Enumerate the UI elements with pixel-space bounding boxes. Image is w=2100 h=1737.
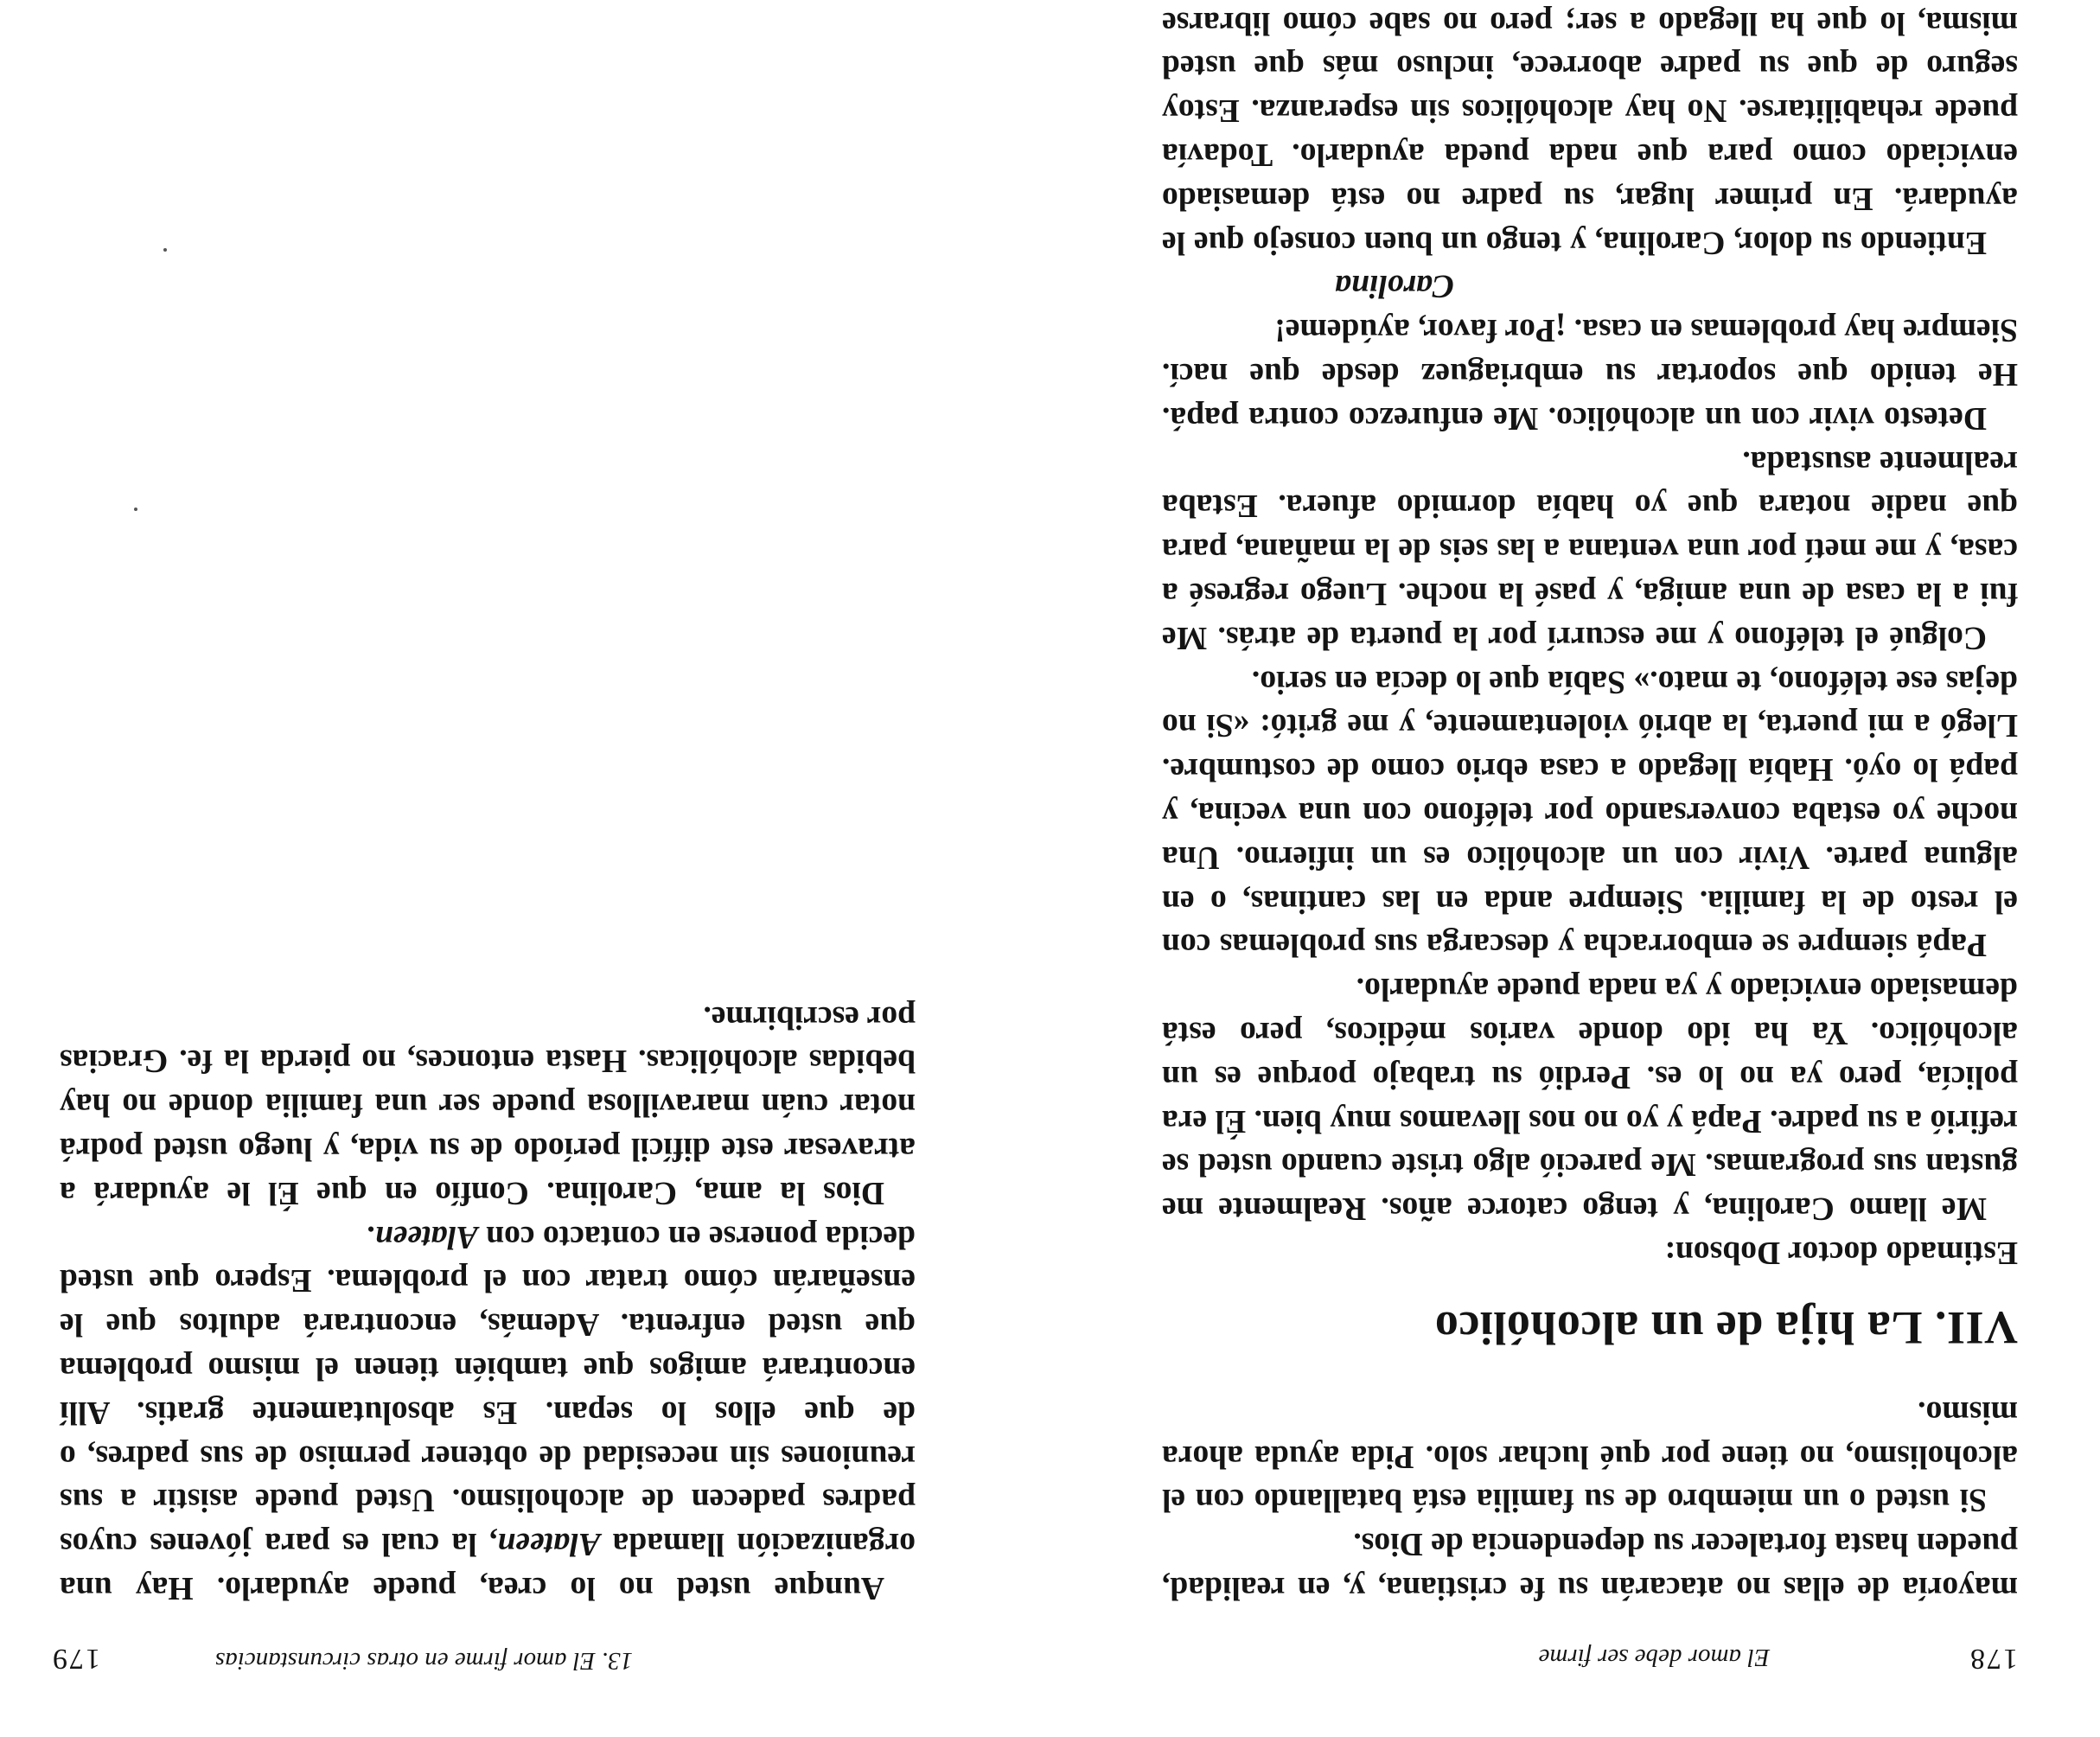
running-head-title: 13. El amor firme en otras circunstancias xyxy=(215,1647,634,1675)
page-body-right xyxy=(60,994,916,1609)
paragraph: mayoría de ellas no atacarán su fe cristiana, y, en realidad, pueden hasta fortalecer su dependencia de Dios. xyxy=(1162,1526,2018,1606)
organization-name: Alateen xyxy=(497,1526,601,1562)
page-number: 178 xyxy=(1969,1643,2018,1675)
scan-speck xyxy=(134,508,137,511)
paragraph: Colgué el teléfono y me escurrí por la puerta de atrás. Me fui a la casa de una amiga, y pasé la noche. Luego regresé a casa, y me metí por una ventana a las seis de la mañana, para que nadie notara que yo había dormido afuera. Estaba realmente asustada. xyxy=(1162,444,2018,655)
running-head-title: El amor debe ser firme xyxy=(1538,1644,1770,1671)
paragraph-text: Aunque usted no lo crea, puede ayudarlo. Hay una organización llamada xyxy=(60,1526,916,1606)
organization-name: Alateen xyxy=(374,1218,478,1255)
letter-signature: Carolina xyxy=(1335,268,1454,304)
page-178 xyxy=(1050,0,2100,1737)
paragraph: Si usted o un miembro de su familia está batallando con el alcoholismo, no tiene por qué luchar solo. Pida ayuda ahora mismo. xyxy=(1162,1394,2018,1518)
paragraph-text: , la cual es para jóvenes cuyos padres padecen de alcoholismo. Usted puede asistir a sus reuniones sin necesidad de obtener permiso de sus padres, o de que ellos lo sepan. Es absolutamente gratis. Allí encontrará amigos que también tienen el mismo problema que usted enfrenta. Además, encontrará adultos que le enseñarán cómo tratar con el problema. Espero que usted decida ponerse en contacto con xyxy=(60,1218,916,1562)
page-body-left xyxy=(1162,0,2018,1609)
paragraph: Papá siempre se emborracha y descarga sus problemas con el resto de la familia. Siempre anda en las cantinas, o en alguna parte. Vivir con un alcohólico es un infierno. Una noche yo estaba conversando por teléfono con una vecina, y papá lo oyó. Había llegado a casa ebrio como de costumbre. Llegó a mi puerta, la abrió violentamente, y me gritó: «Si no dejas ese teléfono, te mato.» Sabía que lo decía en serio. xyxy=(1162,663,2018,963)
paragraph: Detesto vivir con un alcohólico. Me enfurezco contra papá. He tenido que soportar su embriaguez desde que nací. Siempre hay problemas en casa. ¡Por favor, ayúdeme! xyxy=(1162,312,2018,436)
running-head-right xyxy=(51,1640,916,1675)
letter-salutation: Estimado doctor Dobson: xyxy=(1664,1235,2018,1271)
scan-speck xyxy=(163,248,167,252)
running-head-left xyxy=(1153,1640,2018,1675)
paragraph: Entiendo su dolor, Carolina, y tengo un buen consejo que le ayudará. En primer lugar, su padre no está demasiado enviciado como para que nada pueda ayudarlo. Todavía puede rehabilitarse. No hay alcohólicos sin esperanza. Estoy seguro de que su padre aborrece, incluso más que usted misma, lo que ha llegado a ser; pero no sabe cómo librarse xyxy=(1162,4,2018,260)
paragraph-text: . xyxy=(367,1218,375,1255)
chapter-title: VII. La hija de un alcohólico xyxy=(1434,1302,2018,1355)
paragraph xyxy=(60,1214,916,1609)
page-number: 179 xyxy=(51,1643,100,1675)
paragraph: Dios la ama, Carolina. Confío en que Él le ayudará a atravesar este difícil período de su vida, y luego usted podrá notar cuán maravillosa puede ser una familia donde no hay bebidas alcohólicas. Hasta entonces, no pierda la fe. Gracias por escribirme. xyxy=(60,999,916,1210)
paragraph: Me llamo Carolina, y tengo catorce años. Realmente me gustan sus programas. Me pareció algo triste cuando usted se refirió a su padre. Papá y yo no nos llevamos muy bien. Él era policía, pero ya no lo es. Perdió su trabajo porque es un alcohólico. Ya ha ido donde varios médicos, pero está demasiado enviciado y ya nada puede ayudarlo. xyxy=(1162,971,2018,1227)
